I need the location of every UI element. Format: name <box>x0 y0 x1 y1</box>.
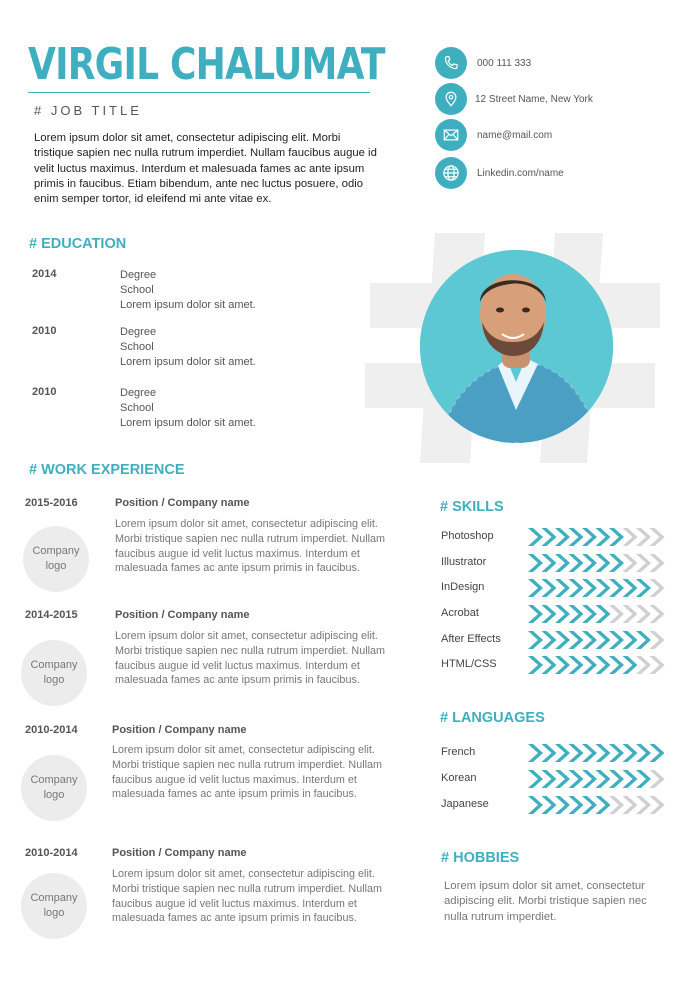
chevron-filled <box>596 554 611 572</box>
education-degree: Degree <box>120 269 157 281</box>
language-row <box>441 744 666 762</box>
chevron-filled <box>542 656 557 674</box>
hobbies-text: Lorem ipsum dolor sit amet, consectetur adipiscing elit. Morbi tristique sapien nec nulla rutrum imperdiet. <box>444 880 647 923</box>
education-year: 2014 <box>32 268 57 280</box>
chevron-filled <box>582 770 597 788</box>
profile-photo <box>420 250 613 443</box>
chevron-filled <box>569 605 584 623</box>
work-position: Position / Company name <box>115 609 250 621</box>
chevron-filled <box>650 744 665 762</box>
language-label: Korean <box>441 772 477 784</box>
chevron-filled <box>596 605 611 623</box>
chevron-filled <box>609 579 624 597</box>
chevron-empty <box>636 528 651 546</box>
chevron-filled <box>555 744 570 762</box>
education-year: 2010 <box>32 386 57 398</box>
chevron-filled <box>542 605 557 623</box>
chevron-filled <box>542 528 557 546</box>
envelope-icon <box>435 119 467 151</box>
chevron-filled <box>582 744 597 762</box>
chevron-filled <box>636 744 651 762</box>
name-underline <box>28 92 370 93</box>
chevron-filled <box>623 631 638 649</box>
contact-address <box>435 83 593 115</box>
phone-icon <box>435 47 467 79</box>
chevron-filled <box>569 796 584 814</box>
chevron-empty <box>650 631 665 649</box>
chevron-filled <box>596 744 611 762</box>
work-description: Lorem ipsum dolor sit amet, consectetur adipiscing elit. Morbi tristique sapien nec nulla rutrum imperdiet. Nullam faucibus augue id velit luctus maximus. Interdum et malesuada fames ac ante ipsum primis in faucibus. <box>112 868 383 925</box>
chevron-filled <box>582 579 597 597</box>
chevron-filled <box>569 528 584 546</box>
contact-linkedin <box>435 157 564 189</box>
languages-title: # LANGUAGES <box>440 710 545 726</box>
skill-label: After Effects <box>441 633 501 645</box>
education-degree: Degree <box>120 326 157 338</box>
work-dates: 2015-2016 <box>25 497 78 509</box>
chevron-filled <box>542 796 557 814</box>
intro-paragraph: Lorem ipsum dolor sit amet, consectetur adipiscing elit. Morbi tristique sapien nec nulla rutrum imperdiet. Nullam faucibus augue id velit luctus maximus. Interdum et malesuada fames ac ante ipsum primis in faucibus. Etiam bibendum, ante nec luctus posuere, odio enim semper tortor, id eleifend mi ante vitae ex. <box>34 132 377 206</box>
work-position: Position / Company name <box>112 847 247 859</box>
skill-level-chevrons <box>528 528 666 546</box>
chevron-filled <box>623 656 638 674</box>
chevron-filled <box>528 554 543 572</box>
chevron-filled <box>623 770 638 788</box>
chevron-filled <box>555 579 570 597</box>
chevron-filled <box>542 744 557 762</box>
chevron-filled <box>555 554 570 572</box>
language-level-chevrons <box>528 796 666 814</box>
chevron-filled <box>555 631 570 649</box>
skill-label: Acrobat <box>441 607 479 619</box>
chevron-filled <box>609 528 624 546</box>
chevron-empty <box>650 554 665 572</box>
chevron-filled <box>542 554 557 572</box>
chevron-empty <box>609 605 624 623</box>
chevron-filled <box>596 656 611 674</box>
chevron-filled <box>636 770 651 788</box>
skill-level-chevrons <box>528 656 666 674</box>
company-logo: Company logo <box>21 640 87 706</box>
work-position: Position / Company name <box>115 497 250 509</box>
skill-label: HTML/CSS <box>441 658 497 670</box>
chevron-empty <box>623 528 638 546</box>
chevron-filled <box>596 796 611 814</box>
skill-row <box>441 554 666 572</box>
chevron-filled <box>569 579 584 597</box>
map-pin-icon <box>435 83 467 115</box>
skill-row <box>441 528 666 546</box>
chevron-empty <box>623 796 638 814</box>
work-dates: 2010-2014 <box>25 847 78 859</box>
work-experience-title: # WORK EXPERIENCE <box>29 462 185 478</box>
language-label: French <box>441 746 476 758</box>
linkedin-text: Linkedin.com/name <box>477 167 564 179</box>
contact-phone <box>435 47 531 79</box>
language-label: Japanese <box>441 798 489 810</box>
chevron-empty <box>650 656 665 674</box>
chevron-filled <box>555 796 570 814</box>
company-logo: Company logo <box>23 526 89 592</box>
chevron-empty <box>623 554 638 572</box>
chevron-filled <box>596 631 611 649</box>
work-position: Position / Company name <box>112 724 247 736</box>
education-degree: Degree <box>120 387 157 399</box>
chevron-empty <box>650 796 665 814</box>
chevron-filled <box>623 744 638 762</box>
chevron-filled <box>528 528 543 546</box>
skill-level-chevrons <box>528 554 666 572</box>
chevron-filled <box>542 579 557 597</box>
chevron-filled <box>528 744 543 762</box>
skill-label: Illustrator <box>441 556 487 568</box>
chevron-empty <box>650 579 665 597</box>
chevron-filled <box>569 554 584 572</box>
company-logo: Company logo <box>21 873 87 939</box>
work-description: Lorem ipsum dolor sit amet, consectetur adipiscing elit. Morbi tristique sapien nec nulla rutrum imperdiet. Nullam faucibus augue id velit luctus maximus. Interdum et malesuada fames ac ante ipsum primis in faucibus. <box>112 744 383 801</box>
globe-icon <box>435 157 467 189</box>
chevron-empty <box>650 770 665 788</box>
address-text: 12 Street Name, New York <box>475 93 593 105</box>
chevron-filled <box>542 770 557 788</box>
email-text: name@mail.com <box>477 129 553 141</box>
skill-label: InDesign <box>441 581 485 593</box>
chevron-filled <box>582 528 597 546</box>
hobbies-title: # HOBBIES <box>441 850 520 866</box>
work-description: Lorem ipsum dolor sit amet, consectetur adipiscing elit. Morbi tristique sapien nec nulla rutrum imperdiet. Nullam faucibus augue id velit luctus maximus. Interdum et malesuada fames ac ante ipsum primis in faucibus. <box>115 630 386 687</box>
skill-row <box>441 656 666 674</box>
chevron-empty <box>650 528 665 546</box>
language-level-chevrons <box>528 770 666 788</box>
candidate-name: VIRGIL CHALUMAT <box>28 39 385 90</box>
skill-row <box>441 605 666 623</box>
skill-level-chevrons <box>528 579 666 597</box>
chevron-filled <box>636 579 651 597</box>
education-title: # EDUCATION <box>29 236 127 252</box>
chevron-filled <box>636 631 651 649</box>
chevron-empty <box>636 656 651 674</box>
chevron-filled <box>528 631 543 649</box>
chevron-filled <box>609 631 624 649</box>
company-logo: Company logo <box>21 755 87 821</box>
chevron-filled <box>582 554 597 572</box>
chevron-filled <box>569 744 584 762</box>
chevron-filled <box>528 656 543 674</box>
work-dates: 2010-2014 <box>25 724 78 736</box>
chevron-filled <box>569 656 584 674</box>
education-desc: Lorem ipsum dolor sit amet. <box>120 299 256 311</box>
education-desc: Lorem ipsum dolor sit amet. <box>120 417 256 429</box>
chevron-empty <box>636 796 651 814</box>
chevron-filled <box>542 631 557 649</box>
work-dates: 2014-2015 <box>25 609 78 621</box>
chevron-filled <box>582 796 597 814</box>
skills-title: # SKILLS <box>440 499 504 515</box>
skill-row <box>441 579 666 597</box>
chevron-filled <box>582 605 597 623</box>
chevron-filled <box>596 770 611 788</box>
education-school: School <box>120 402 154 414</box>
chevron-filled <box>528 579 543 597</box>
chevron-filled <box>596 579 611 597</box>
skill-level-chevrons <box>528 605 666 623</box>
chevron-filled <box>582 631 597 649</box>
chevron-filled <box>609 554 624 572</box>
chevron-empty <box>636 554 651 572</box>
chevron-filled <box>609 770 624 788</box>
chevron-empty <box>650 605 665 623</box>
chevron-empty <box>609 796 624 814</box>
chevron-filled <box>609 744 624 762</box>
language-row <box>441 796 666 814</box>
chevron-filled <box>569 770 584 788</box>
skill-row <box>441 631 666 649</box>
education-school: School <box>120 284 154 296</box>
chevron-empty <box>623 605 638 623</box>
education-school: School <box>120 341 154 353</box>
chevron-filled <box>528 770 543 788</box>
chevron-empty <box>636 605 651 623</box>
chevron-filled <box>528 605 543 623</box>
work-description: Lorem ipsum dolor sit amet, consectetur adipiscing elit. Morbi tristique sapien nec nulla rutrum imperdiet. Nullam faucibus augue id velit luctus maximus. Interdum et malesuada fames ac ante ipsum primis in faucibus. <box>115 518 386 575</box>
skill-level-chevrons <box>528 631 666 649</box>
skill-label: Photoshop <box>441 530 494 542</box>
chevron-filled <box>555 770 570 788</box>
chevron-filled <box>609 656 624 674</box>
chevron-filled <box>582 656 597 674</box>
education-year: 2010 <box>32 325 57 337</box>
chevron-filled <box>623 579 638 597</box>
chevron-filled <box>555 528 570 546</box>
chevron-filled <box>555 656 570 674</box>
chevron-filled <box>528 796 543 814</box>
job-title: # JOB TITLE <box>34 103 142 118</box>
contact-email <box>435 119 552 151</box>
chevron-filled <box>555 605 570 623</box>
education-desc: Lorem ipsum dolor sit amet. <box>120 356 256 368</box>
language-level-chevrons <box>528 744 666 762</box>
chevron-filled <box>596 528 611 546</box>
phone-text: 000 111 333 <box>477 57 532 69</box>
chevron-filled <box>569 631 584 649</box>
language-row <box>441 770 666 788</box>
